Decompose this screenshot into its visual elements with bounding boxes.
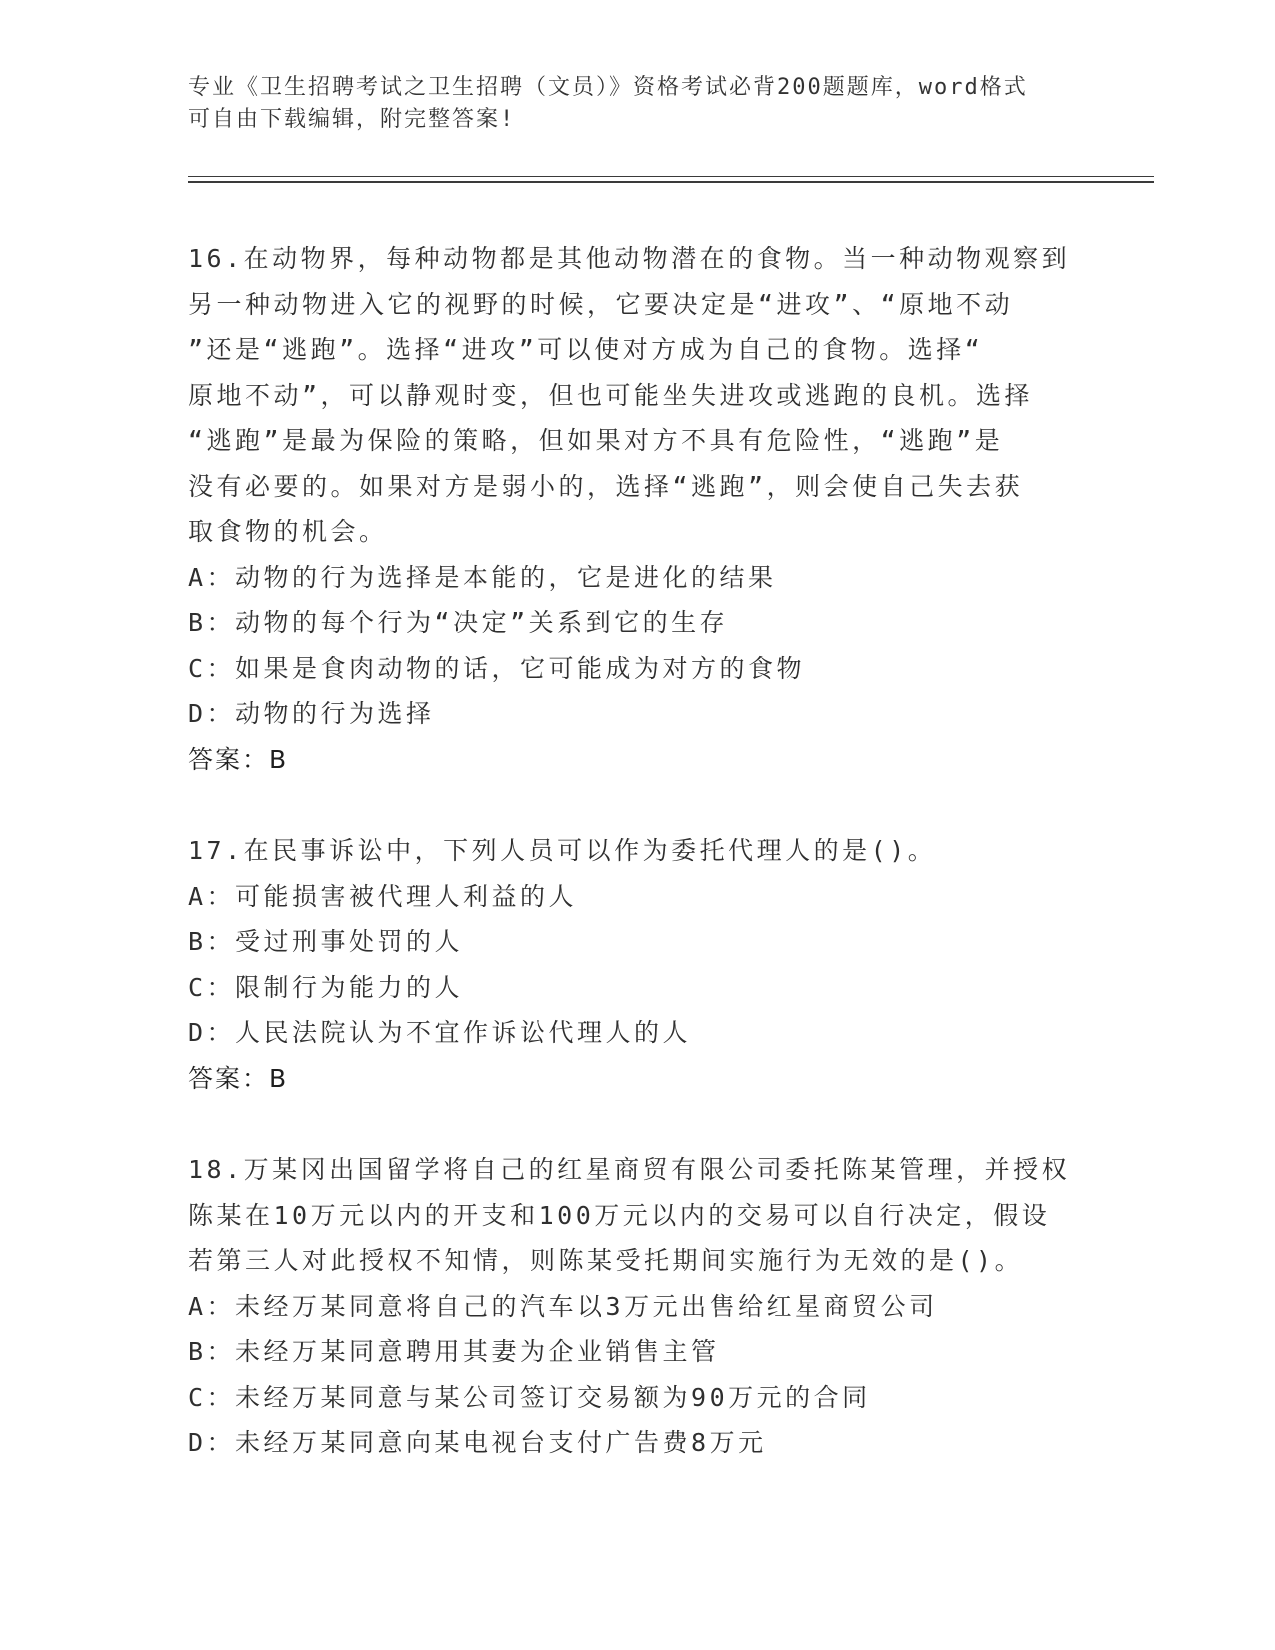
option-b: B：未经万某同意聘用其妻为企业销售主管 <box>188 1337 720 1366</box>
option-d: D：人民法院认为不宜作诉讼代理人的人 <box>188 1018 692 1047</box>
question-text-line: ”还是“逃跑”。选择“进攻”可以使对方成为自己的食物。选择“ <box>188 335 984 364</box>
option-d: D：未经万某同意向某电视台支付广告费8万元 <box>188 1428 767 1457</box>
question-text-line: “逃跑”是最为保险的策略，但如果对方不具有危险性，“逃跑”是 <box>188 426 1004 455</box>
question-16 <box>188 236 1088 782</box>
question-text-line: 16.在动物界，每种动物都是其他动物潜在的食物。当一种动物观察到 <box>188 244 1071 273</box>
header-title-line-2: 可自由下载编辑，附完整答案! <box>188 107 516 132</box>
option-b: B：受过刑事处罚的人 <box>188 927 464 956</box>
question-text-line: 若第三人对此授权不知情，则陈某受托期间实施行为无效的是()。 <box>188 1246 1024 1275</box>
document-header <box>188 72 1088 136</box>
option-a: A：可能损害被代理人利益的人 <box>188 881 578 911</box>
question-text-line: 陈某在10万元以内的开支和100万元以内的交易可以自行决定，假设 <box>188 1200 1051 1230</box>
question-list <box>188 236 1088 1466</box>
question-text-line: 另一种动物进入它的视野的时候，它要决定是“进攻”、“原地不动 <box>188 289 1014 319</box>
header-title-line-1: 专业《卫生招聘考试之卫生招聘（文员）》资格考试必背200题题库，word格式 <box>188 75 1028 100</box>
answer-label: 答案：B <box>188 744 289 774</box>
question-text-line: 原地不动”，可以静观时变，但也可能坐失进攻或逃跑的良机。选择 <box>188 380 1034 410</box>
question-spacer <box>188 782 1088 828</box>
header-divider-bottom <box>188 181 1154 183</box>
question-spacer <box>188 1101 1088 1147</box>
option-c: C：如果是食肉动物的话，它可能成为对方的食物 <box>188 653 806 683</box>
answer-label: 答案：B <box>188 1063 289 1093</box>
header-divider-top <box>188 176 1154 177</box>
question-text-line: 17.在民事诉讼中，下列人员可以作为委托代理人的是()。 <box>188 836 937 865</box>
question-17 <box>188 828 1088 1101</box>
option-d: D：动物的行为选择 <box>188 699 435 728</box>
option-c: C：限制行为能力的人 <box>188 972 464 1002</box>
option-a: A：未经万某同意将自己的汽车以3万元出售给红星商贸公司 <box>188 1291 938 1321</box>
question-text-line: 取食物的机会。 <box>188 517 388 546</box>
option-c: C：未经万某同意与某公司签订交易额为90万元的合同 <box>188 1382 871 1412</box>
question-text-line: 没有必要的。如果对方是弱小的，选择“逃跑”，则会使自己失去获 <box>188 471 1024 501</box>
question-text-line: 18.万某冈出国留学将自己的红星商贸有限公司委托陈某管理，并授权 <box>188 1155 1071 1184</box>
question-18 <box>188 1147 1088 1466</box>
option-a: A：动物的行为选择是本能的，它是进化的结果 <box>188 562 777 592</box>
option-b: B：动物的每个行为“决定”关系到它的生存 <box>188 608 729 637</box>
